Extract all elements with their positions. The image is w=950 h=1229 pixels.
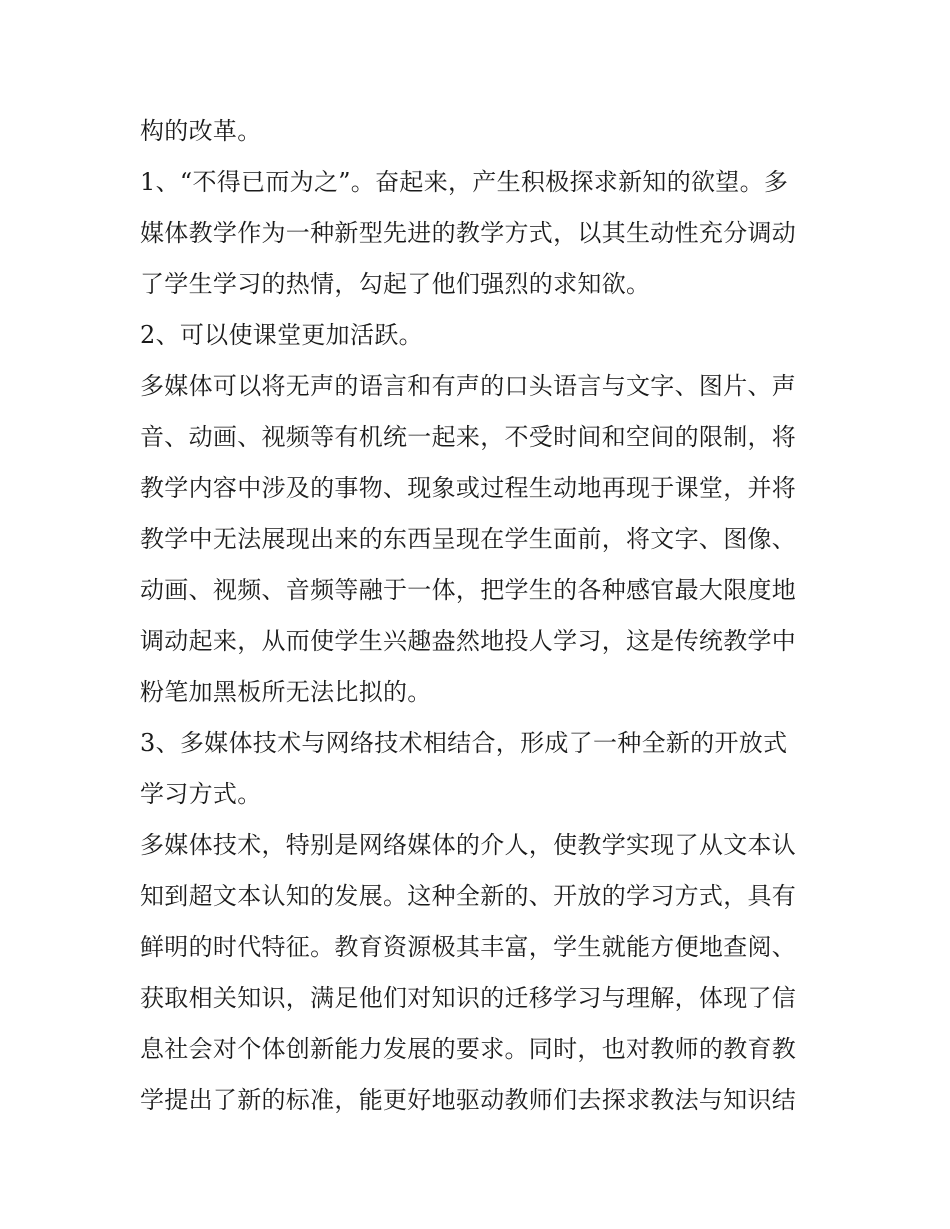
document-body-text [140, 106, 830, 1126]
text-line: 2、可以使课堂更加活跃。 [140, 321, 423, 349]
text-line: 学习方式。 [140, 780, 262, 808]
text-line: 1、“不得已而为之”。奋起来，产生积极探求新知的欲望。多 [140, 168, 789, 196]
text-line: 教学内容中涉及的事物、现象或过程生动地再现于课堂，并将 [140, 474, 797, 502]
text-line: 教学中无法展现出来的东西呈现在学生面前，将文字、图像、 [140, 525, 797, 553]
text-line: 知到超文本认知的发展。这种全新的、开放的学习方式，具有 [140, 882, 797, 910]
text-line: 多媒体技术，特别是网络媒体的介人，使教学实现了从文本认 [140, 831, 797, 859]
text-line: 调动起来，从而使学生兴趣盎然地投人学习，这是传统教学中 [140, 627, 797, 655]
text-line: 媒体教学作为一种新型先进的教学方式，以其生动性充分调动 [140, 219, 797, 247]
text-line: 音、动画、视频等有机统一起来，不受时间和空间的限制，将 [140, 423, 797, 451]
text-line: 多媒体可以将无声的语言和有声的口头语言与文字、图片、声 [140, 372, 797, 400]
text-line: 鲜明的时代特征。教育资源极其丰富，学生就能方便地查阅、 [140, 933, 797, 961]
text-line: 学提出了新的标准，能更好地驱动教师们去探求教法与知识结 [140, 1086, 797, 1114]
text-line: 3、多媒体技术与网络技术相结合，形成了一种全新的开放式 [140, 729, 788, 757]
text-line: 动画、视频、音频等融于一体，把学生的各种感官最大限度地 [140, 576, 797, 604]
text-line: 息社会对个体创新能力发展的要求。同时，也对教师的教育教 [140, 1035, 797, 1063]
text-line: 粉笔加黑板所无法比拟的。 [140, 678, 432, 706]
text-line: 构的改革。 [140, 117, 262, 145]
text-line: 获取相关知识，满足他们对知识的迁移学习与理解，体现了信 [140, 984, 797, 1012]
text-line: 了学生学习的热情，勾起了他们强烈的求知欲。 [140, 270, 651, 298]
